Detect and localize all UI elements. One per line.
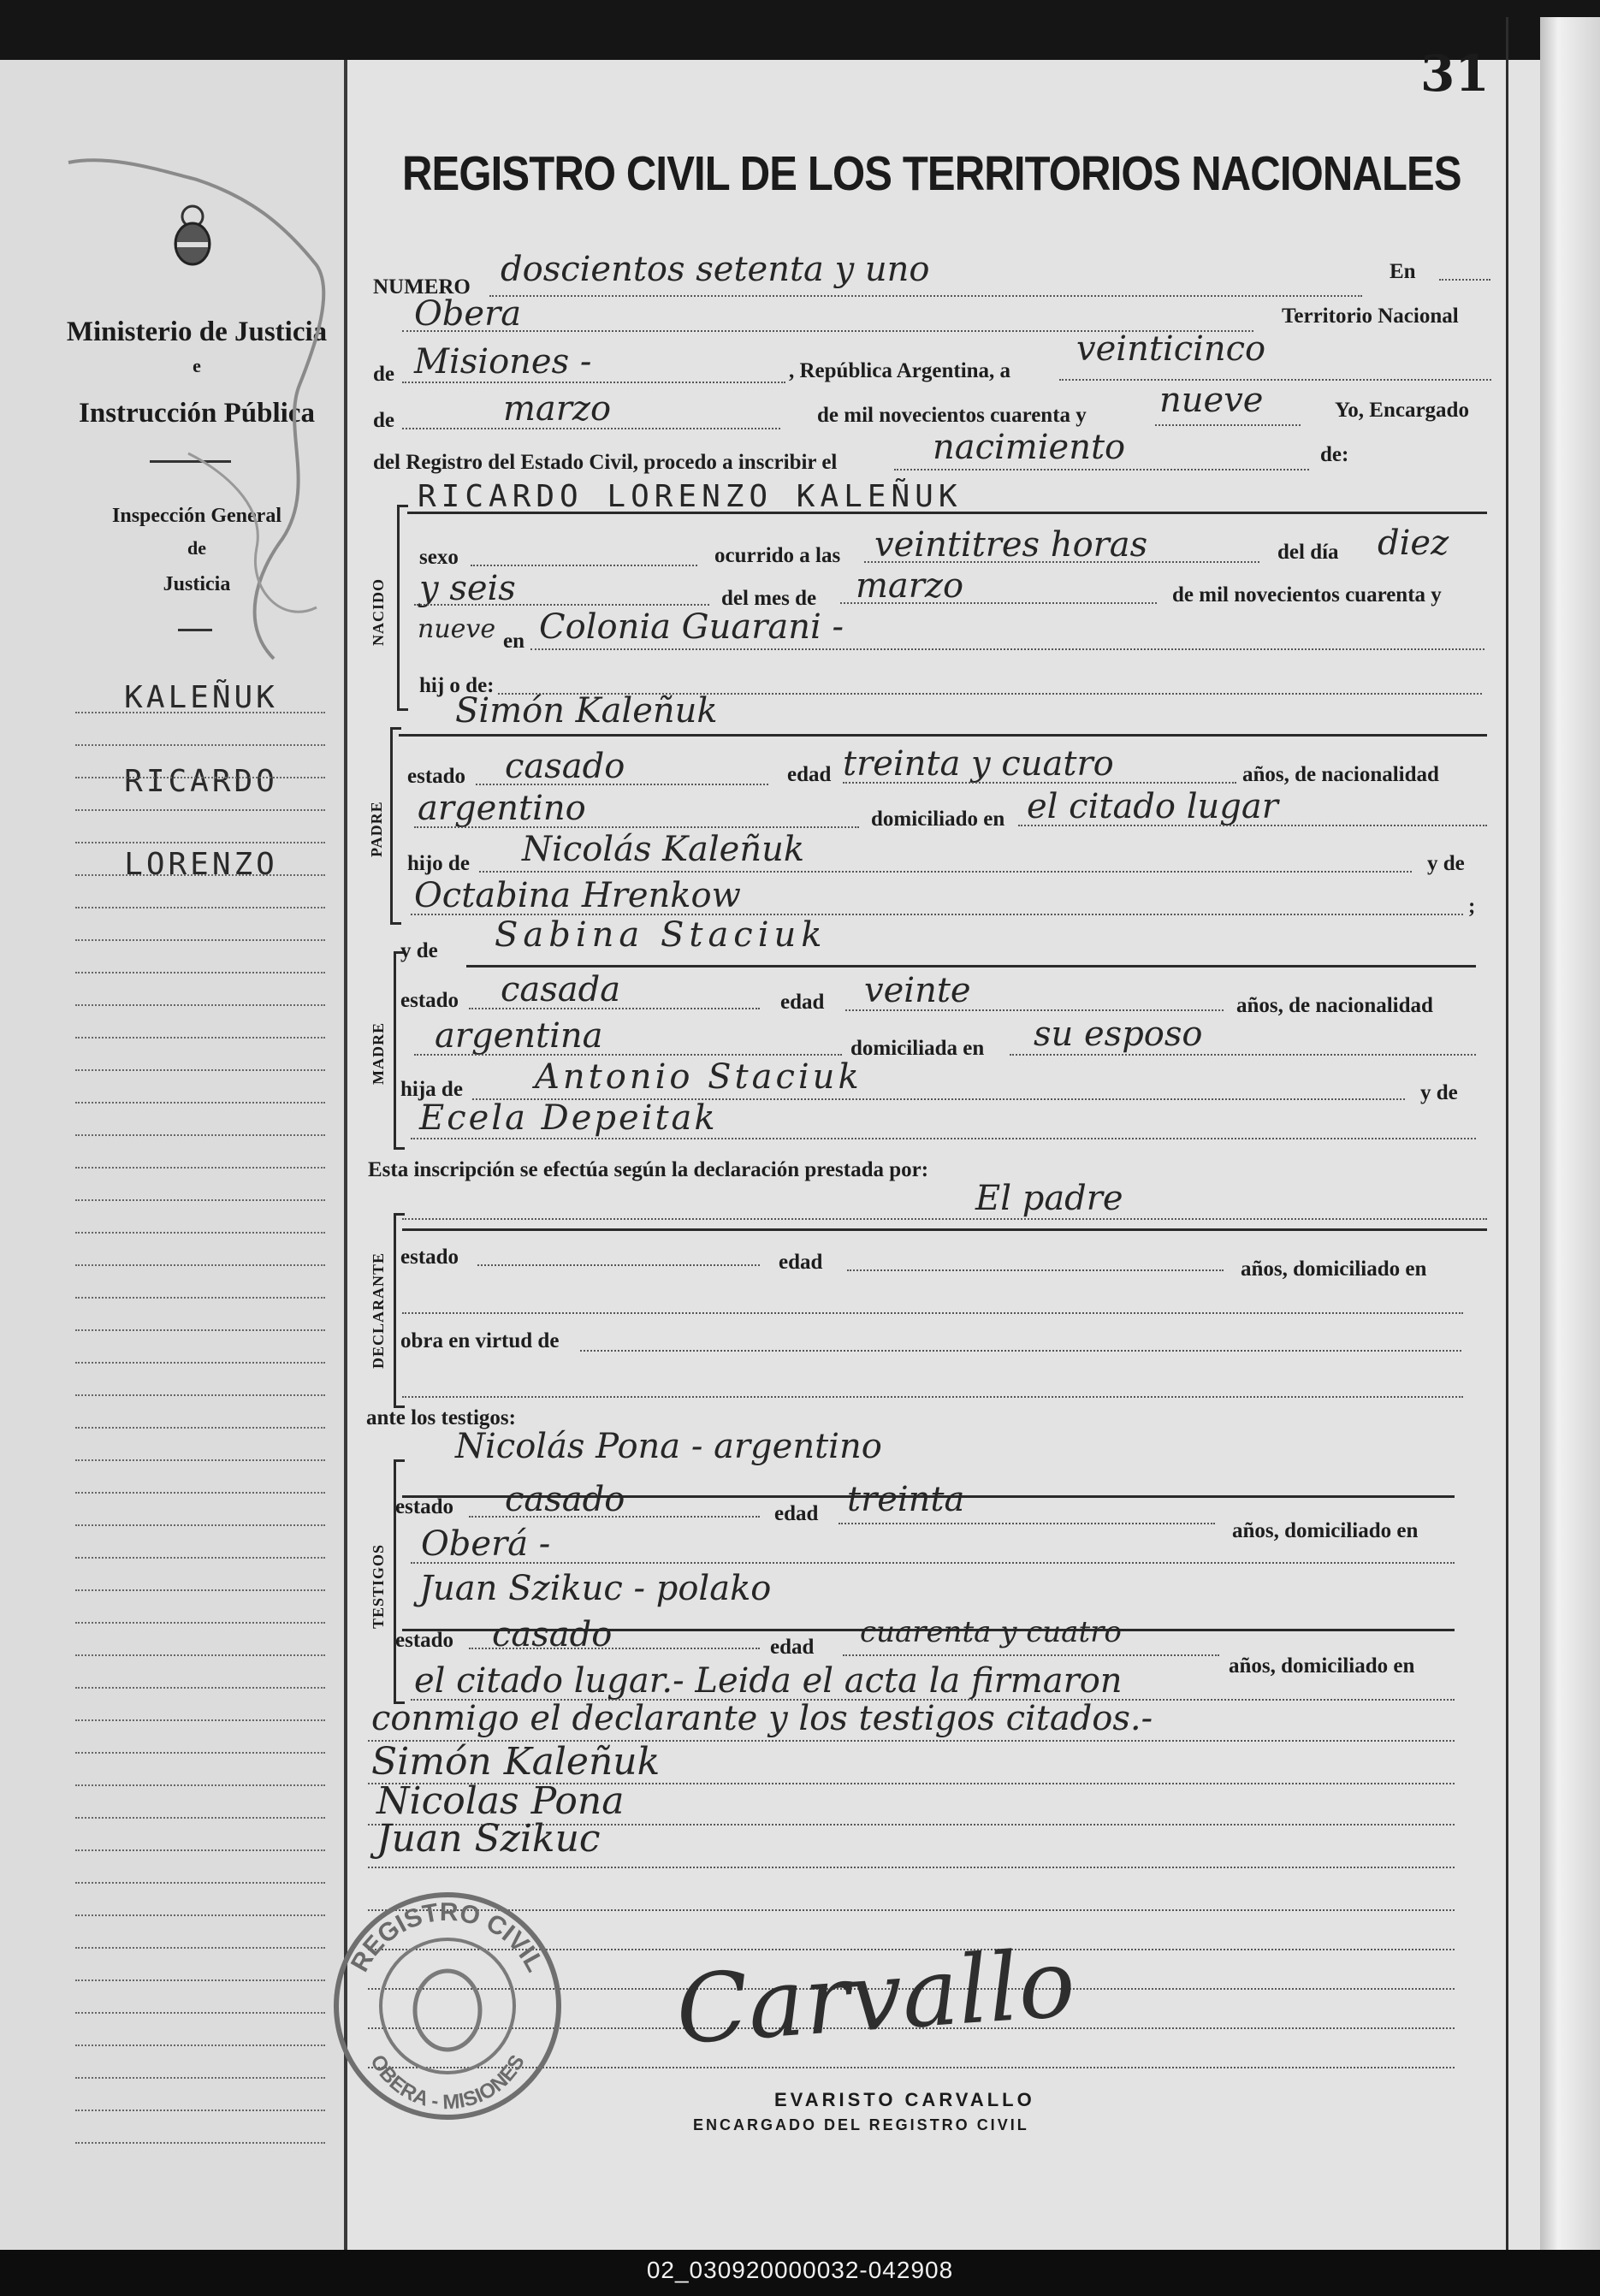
de-label-1: de (373, 363, 394, 386)
ministry-line3: Instrucción Pública (79, 398, 315, 429)
margin-ruled-line (75, 1914, 325, 1916)
margin-ruled-line (75, 1134, 325, 1136)
father-hijo-de-label: hijo de (407, 852, 470, 875)
sexo-label: sexo (419, 546, 459, 569)
margin-ruled-line (75, 1817, 325, 1819)
sig3-dots (368, 1867, 1455, 1868)
witness1-edad-label: edad (774, 1502, 819, 1525)
witness2-estado-dots (469, 1648, 760, 1649)
numero-dots (489, 295, 1362, 297)
mother-hija-de-label: hija de (400, 1078, 463, 1101)
numero-label: NUMERO (373, 275, 471, 299)
declarant-anos-label: años, domiciliado en (1241, 1257, 1427, 1281)
de-label-2: de (373, 409, 394, 432)
margin-ruled-line (75, 2012, 325, 2014)
year-value: nueve (1159, 381, 1264, 420)
margin-ruled-line (75, 1654, 325, 1656)
declarant-edad-dots (847, 1269, 1224, 1271)
margin-ruled-line (75, 842, 325, 843)
birth-month-dots (840, 602, 1157, 604)
declarant-estado-dots (477, 1264, 760, 1266)
official-title: ENCARGADO DEL REGISTRO CIVIL (693, 2116, 1029, 2133)
witness2-domicile: el citado lugar.- Leida el acta la firmaron (414, 1661, 1123, 1701)
father-mother: Octabina Hrenkow (414, 876, 741, 915)
child-name-line (407, 512, 1487, 514)
father-nationality: argentino (418, 789, 586, 828)
ministry-line2: e (193, 355, 201, 376)
declarante-bracket (394, 1213, 405, 1408)
del-dia-label: del día (1277, 541, 1339, 564)
witness2-edad-label: edad (770, 1636, 815, 1659)
mother-domicile-dots (1010, 1054, 1476, 1056)
margin-ruled-line (75, 1882, 325, 1884)
registro-label: del Registro del Estado Civil, procedo a inscribir el (373, 451, 838, 474)
anos-nac-label-2: años, de nacionalidad (1236, 994, 1433, 1017)
margin-ruled-line (75, 2045, 325, 2046)
margin-ruled-line (75, 939, 325, 941)
territorio-label: Territorio Nacional (1282, 305, 1459, 328)
act-dots (894, 469, 1309, 470)
margin-surname: KALEÑUK (124, 680, 278, 715)
father-estado-label: estado (407, 765, 466, 788)
place-value: Obera (414, 294, 522, 334)
witness1-anos-label: años, domiciliado en (1232, 1519, 1419, 1542)
stamp-text-bottom: OBERA - MISIONES (365, 2050, 530, 2115)
margin-ruled-line (75, 874, 325, 876)
en-label-2: en (503, 630, 524, 653)
witness2-estado: casado (492, 1615, 613, 1654)
father-name-line (399, 734, 1487, 737)
margin-ruled-line (75, 1524, 325, 1526)
inspection-line3: Justicia (163, 573, 231, 595)
margin-ruled-line (75, 1069, 325, 1071)
official-name: EVARISTO CARVALLO (774, 2089, 1035, 2110)
semicolon: ; (1468, 895, 1476, 918)
margin-ruled-line (75, 907, 325, 908)
birth-place-dots (530, 648, 1484, 650)
margin-ruled-line (75, 744, 325, 746)
father-domiciliado-label: domiciliado en (871, 808, 1005, 831)
territory-value: Misiones - (414, 342, 592, 382)
en-dots (1439, 279, 1490, 281)
declarant-row2-dots (402, 1312, 1463, 1314)
father-domicile: el citado lugar (1027, 787, 1278, 826)
territory-dots (402, 382, 785, 383)
mother-domicile: su esposo (1034, 1015, 1203, 1054)
nacido-bracket (397, 505, 408, 711)
closing-line: conmigo el declarante y los testigos citados.- (371, 1699, 1153, 1738)
birth-day-dots (414, 604, 709, 606)
month-dots (402, 428, 780, 429)
margin-ruled-line (75, 1297, 325, 1299)
witness2-anos-label: años, domiciliado en (1229, 1654, 1415, 1678)
margin-scribble (60, 145, 342, 697)
declarante-side-label: DECLARANTE (370, 1252, 387, 1369)
father-estado-dots (476, 784, 768, 785)
father-nationality-dots (414, 826, 859, 828)
padre-bracket (390, 727, 401, 925)
witness1-estado-dots (469, 1516, 760, 1518)
witness1-name: Nicolás Pona - argentino (455, 1427, 882, 1466)
en-label: En (1390, 260, 1416, 283)
madre-side-label: MADRE (370, 1022, 387, 1085)
father-name: Simón Kaleñuk (455, 691, 718, 731)
father-age-dots (843, 782, 1236, 784)
month-value: marzo (503, 389, 612, 429)
declarant-estado-label: estado (400, 1246, 459, 1269)
testigos-side-label: TESTIGOS (370, 1543, 387, 1629)
margin-ruled-line (75, 1492, 325, 1494)
mother-age: veinte (864, 971, 971, 1010)
mother-edad-label: edad (780, 991, 825, 1014)
father-edad-label: edad (787, 763, 832, 786)
declaration-label: Esta inscripción se efectúa según la declaración prestada por: (368, 1158, 929, 1181)
margin-ruled-line (75, 1557, 325, 1559)
madre-bracket (394, 951, 405, 1150)
mother-estado-label: estado (400, 989, 459, 1012)
margin-first-name: RICARDO (124, 764, 278, 799)
margin-ruled-line (75, 1394, 325, 1396)
margin-ruled-line (75, 1719, 325, 1721)
margin-ruled-line (75, 1784, 325, 1786)
child-name: RICARDO LORENZO KALEÑUK (418, 479, 963, 514)
mother-name: Sabina Staciuk (495, 915, 827, 955)
hijo-label: hij o de: (419, 674, 495, 697)
official-signature: Carvallo (673, 1927, 1079, 2066)
mil-label: de mil novecientos cuarenta y (1172, 583, 1442, 607)
birth-year-value: nueve (418, 614, 496, 644)
margin-ruled-line (75, 1004, 325, 1006)
birth-place-value: Colonia Guarani - (539, 607, 844, 647)
mother-mother-dots (411, 1138, 1476, 1139)
sexo-dots (471, 565, 697, 566)
yo-label: Yo, Encargado (1335, 399, 1469, 422)
margin-ruled-line (75, 1199, 325, 1201)
witness2-age-dots (843, 1654, 1219, 1656)
inspection-line2: de (187, 537, 206, 559)
scan-top-border (0, 0, 1600, 68)
hour-dots (864, 561, 1259, 563)
act-value: nacimiento (933, 428, 1126, 467)
signature-father: Simón Kaleñuk (371, 1740, 661, 1784)
page-title: REGISTRO CIVIL DE LOS TERRITORIOS NACIONALES (402, 146, 1461, 201)
inspection-line1: Inspección General (112, 505, 281, 527)
declarant-dots (402, 1218, 1487, 1220)
mother-y-de-label-2: y de (1420, 1081, 1458, 1104)
margin-ruled-line (75, 1427, 325, 1429)
witness1-domicile-dots (411, 1562, 1455, 1564)
margin-ruled-line (75, 1687, 325, 1689)
margin-ruled-line (75, 1622, 325, 1624)
witness1-age: treinta (847, 1480, 965, 1519)
svg-text:REGISTRO CIVIL (346, 1898, 549, 1977)
father-father: Nicolás Kaleñuk (522, 830, 805, 869)
mother-estado-dots (469, 1008, 760, 1009)
mother-father: Antonio Staciuk (535, 1057, 862, 1097)
page-number: 31 (1420, 44, 1490, 103)
margin-ruled-line (75, 1232, 325, 1234)
right-border-rule (1506, 17, 1508, 2258)
witness1-domicile: Oberá - (421, 1524, 551, 1564)
margin-middle-name: LORENZO (124, 847, 278, 882)
nacido-side-label: NACIDO (370, 577, 387, 646)
margin-ruled-line (75, 2110, 325, 2111)
mother-y-de-label: y de (400, 939, 438, 962)
del-mes-label: del mes de (721, 587, 817, 610)
declarant-edad-label: edad (779, 1251, 823, 1274)
father-age: treinta y cuatro (843, 744, 1114, 784)
margin-ruled-line (75, 1752, 325, 1754)
margin-ruled-line (75, 777, 325, 778)
birth-month-value: marzo (856, 566, 964, 606)
father-y-de-label: y de (1427, 852, 1465, 875)
margin-ruled-line (75, 1264, 325, 1266)
declarant-line (402, 1228, 1487, 1231)
margin-ruled-line (75, 1459, 325, 1461)
signature-witness1: Nicolas Pona (376, 1779, 625, 1823)
obra-dots (580, 1350, 1461, 1352)
stamp-text-top: REGISTRO CIVIL (346, 1897, 550, 1977)
witness2-name: Juan Szikuc - polako (419, 1569, 772, 1608)
registry-stamp (323, 1882, 572, 2130)
margin-ruled-line (75, 1167, 325, 1169)
margin-ruled-line (75, 1362, 325, 1364)
margin-ruled-line (75, 1589, 325, 1591)
mother-estado: casada (501, 970, 621, 1009)
margin-ruled-line (75, 1037, 325, 1039)
witness2-estado-label: estado (395, 1629, 454, 1652)
margin-ruled-line (75, 809, 325, 811)
margin-ruled-line (75, 2142, 325, 2144)
year-dots (1155, 424, 1301, 426)
republica-label: , República Argentina, a (789, 359, 1011, 382)
signature-witness2: Juan Szikuc (376, 1817, 601, 1861)
mother-mother: Ecela Depeitak (419, 1098, 718, 1138)
day-dots (1059, 379, 1491, 381)
witness1-age-dots (839, 1523, 1215, 1524)
margin-ruled-line (75, 1979, 325, 1981)
margin-ruled-line (75, 1102, 325, 1104)
margin-ruled-line (75, 1329, 325, 1331)
ministry-line1: Ministerio de Justicia (66, 317, 328, 347)
mother-domiciliada-label: domiciliada en (850, 1037, 985, 1060)
witness1-estado-label: estado (395, 1495, 454, 1518)
margin-ruled-line (75, 2077, 325, 2079)
margin-ruled-line (75, 1849, 325, 1851)
day-value: veinticinco (1076, 329, 1266, 369)
birth-day-part1: diez (1378, 524, 1449, 563)
father-estado: casado (505, 747, 625, 786)
mother-nationality: argentina (435, 1016, 603, 1056)
birth-day-part2: y seis (419, 569, 516, 608)
witness2-age: cuarenta y cuatro (860, 1615, 1122, 1649)
margin-ruled-line (75, 1947, 325, 1949)
svg-text:OBERA - MISIONES (365, 2051, 529, 2115)
mother-name-line (466, 965, 1476, 968)
father-father-dots (479, 871, 1412, 873)
mother-nationality-dots (414, 1054, 842, 1056)
page-edge (1540, 17, 1600, 2258)
declarant-row4-dots (402, 1396, 1463, 1398)
witness1-estado: casado (505, 1480, 625, 1519)
padre-side-label: PADRE (368, 801, 385, 857)
anos-nac-label-1: años, de nacionalidad (1242, 763, 1439, 786)
year-prefix-label: de mil novecientos cuarenta y (817, 404, 1087, 427)
hour-value: veintitres horas (874, 525, 1148, 565)
mother-age-dots (845, 1009, 1224, 1011)
ocurrido-label: ocurrido a las (714, 544, 841, 567)
obra-label: obra en virtud de (400, 1329, 560, 1352)
testigos-label: ante los testigos: (366, 1406, 516, 1429)
image-caption: 02_030920000032-042908 (646, 2257, 954, 2283)
declarant-value: El padre (975, 1179, 1123, 1218)
numero-value: doscientos setenta y uno (501, 250, 930, 289)
de-colon-label: de: (1320, 443, 1349, 466)
father-domicile-dots (1018, 825, 1487, 826)
margin-ruled-line (75, 712, 325, 713)
margin-ruled-line (75, 972, 325, 973)
